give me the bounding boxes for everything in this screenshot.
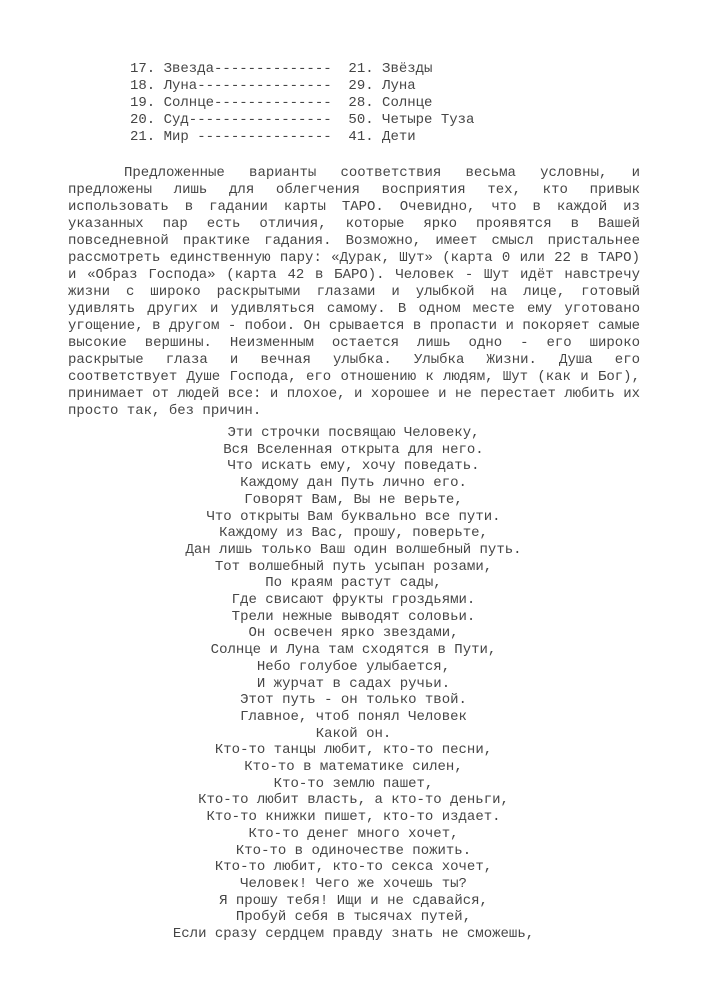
poem-line: Что искать ему, хочу поведать.	[227, 458, 480, 475]
poem-line: Эти строчки посвящаю Человеку,	[227, 425, 480, 441]
paragraph-line: угощение, в другом - побои. Он срывается в пропасти и покоряет самые	[68, 318, 640, 334]
poem-line: Каждому дан Путь лично его.	[240, 475, 467, 492]
paragraph-line: раскрытые глаза и вечная улыбка. Улыбка Жизни. Душа его	[68, 352, 640, 368]
poem-line: Кто-то землю пашет,	[273, 775, 434, 792]
paragraph-line: принимает от людей все: и плохое, и хорошее и не перестает любить их	[68, 386, 640, 402]
paragraph-line: рассмотреть единственную пару: «Дурак, Шут» (карта 0 или 22 в ТАРО)	[68, 250, 640, 266]
poem-line: Человек! Чего же хочешь ты?	[240, 875, 467, 892]
poem-line: Кто-то в математике силен,	[244, 759, 463, 776]
poem-line: Дан лишь только Ваш один волшебный путь.	[185, 541, 522, 558]
poem-line: Какой он.	[315, 725, 392, 742]
poem-line: Трели нежные выводят соловьи.	[231, 608, 476, 625]
poem-line: Каждому из Вас, прошу, поверьте,	[219, 525, 488, 542]
poem-line: Вся Вселенная открыта для него.	[223, 441, 484, 458]
poem-line: Тот волшебный путь усыпан розами,	[214, 558, 493, 575]
poem-line: Кто-то любит власть, а кто-то деньги,	[198, 792, 509, 809]
poem-line: Что открыты Вам буквально все пути.	[206, 508, 501, 525]
paragraph-line: просто так, без причин.	[68, 403, 262, 419]
paragraph-line: и «Образ Господа» (карта 42 в БАРО). Человек - Шут идёт навстречу	[68, 267, 640, 283]
list-line: 19. Солнце-------------- 28. Солнце	[130, 95, 433, 111]
paragraph-line: жизни с широко раскрытыми глазами и улыбкой на лице, готовый	[68, 284, 640, 300]
poem-line: Пробуй себя в тысячах путей,	[235, 909, 472, 926]
poem-line: Кто-то в одиночестве пожить.	[235, 842, 472, 859]
list-line: 18. Луна---------------- 29. Луна	[130, 78, 416, 94]
poem-line: Небо голубое улыбается,	[256, 658, 451, 675]
poem-line: Я прошу тебя! Ищи и не сдавайся,	[219, 892, 488, 909]
poem-line: Говорят Вам, Вы не верьте,	[244, 491, 463, 508]
poem-line: Кто-то книжки пишет, кто-то издает.	[206, 809, 501, 826]
paragraph-line: повседневной практике гадания. Возможно, имеет смысл пристальнее	[68, 233, 640, 249]
poem-line: Кто-то любит, кто-то секса хочет,	[214, 859, 493, 876]
tarot-correspondence-list	[130, 61, 474, 146]
poem	[0, 425, 707, 943]
poem-line: Этот путь - он только твой.	[240, 692, 467, 709]
body-paragraph	[68, 165, 640, 420]
list-line: 21. Мир ---------------- 41. Дети	[130, 129, 416, 145]
poem-line: И журчат в садах ручьи.	[256, 675, 451, 692]
poem-line: По краям растут сады,	[265, 575, 442, 592]
poem-line: Где свисают фрукты гроздьями.	[231, 592, 476, 609]
paragraph-line: указанных пар есть отличия, которые ярко проявятся в Вашей	[68, 216, 640, 232]
list-line: 17. Звезда-------------- 21. Звёзды	[130, 61, 433, 77]
paragraph-line: использовать в гадании карты ТАРО. Очевидно, что в каждой из	[68, 199, 640, 215]
poem-line: Он освечен ярко звездами,	[248, 625, 459, 642]
list-line: 20. Суд----------------- 50. Четыре Туза	[130, 112, 475, 128]
poem-line: Главное, чтоб понял Человек	[240, 708, 467, 725]
paragraph-line: Предложенные варианты соответствия весьма условны, и	[124, 165, 640, 181]
paragraph-line: соответствует Душе Господа, его отношению к людям, Шут (как и Бог),	[68, 369, 640, 385]
paragraph-line: предложены лишь для облегчения восприятия тех, кто привык	[68, 182, 640, 198]
poem-line: Солнце и Луна там сходятся в Пути,	[210, 642, 497, 659]
poem-line: Кто-то танцы любит, кто-то песни,	[214, 742, 493, 759]
paragraph-line: высокие вершины. Неизменным остается лишь одно - его широко	[68, 335, 640, 351]
paragraph-line: удивлять других и удивляться самому. В одном месте ему уготовано	[68, 301, 640, 317]
poem-line: Кто-то денег много хочет,	[248, 825, 459, 842]
poem-line: Если сразу сердцем правду знать не сможешь,	[172, 926, 535, 943]
